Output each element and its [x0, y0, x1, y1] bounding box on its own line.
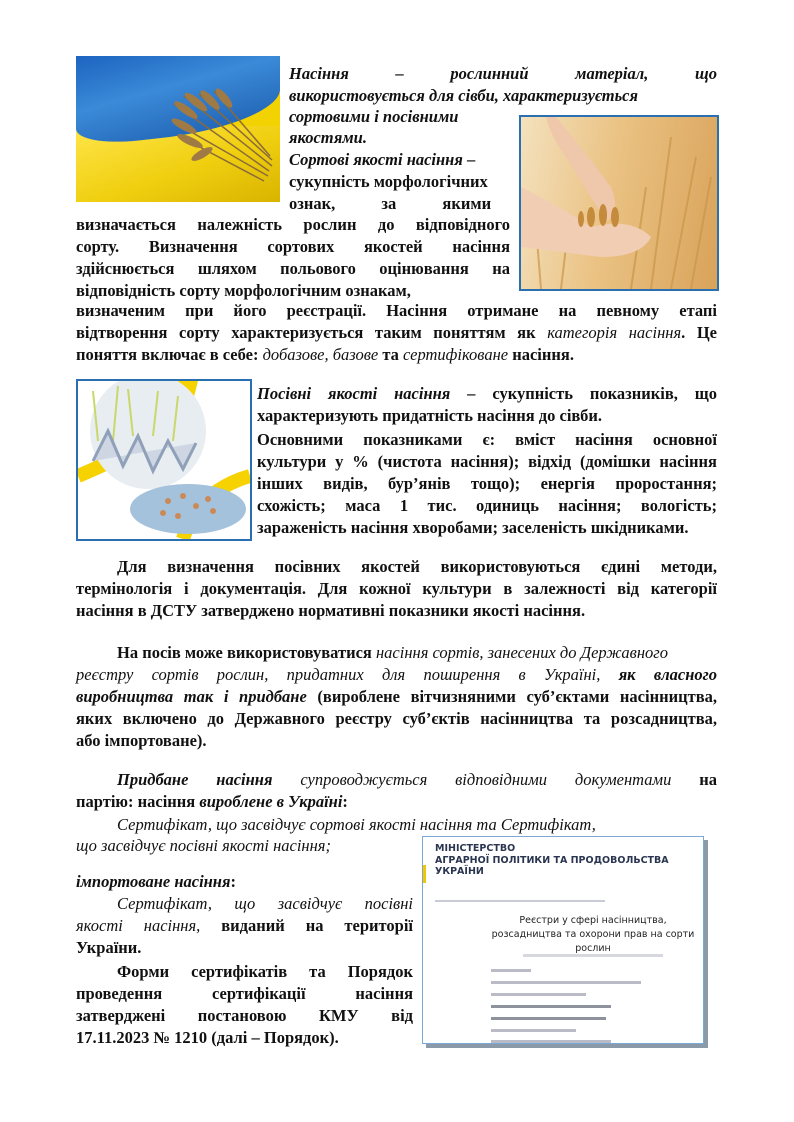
para5-line12: 17.11.2023 № 1210 (далі – Порядок). — [76, 1028, 339, 1047]
para5-line6: Сертифікат, що засвідчує посівні — [117, 894, 413, 913]
para2-line2: характеризують придатність насіння до сівби. — [257, 406, 602, 425]
text: що — [695, 64, 717, 83]
para2-line7: зараженість насіння хворобами; заселеність шкідниками. — [257, 518, 689, 537]
site-list-item — [491, 981, 641, 984]
bold-italic-text: вироблене в Україні — [199, 792, 343, 811]
term-varietal-qualities: Сортові якості насіння — [289, 150, 463, 169]
para5-line3: Сертифікат, що засвідчує сортові якості насіння та Сертифікат, — [117, 815, 596, 834]
text: : — [230, 872, 236, 891]
term-seed-category: категорія насіння — [547, 323, 682, 342]
seed-germination-image — [76, 379, 252, 541]
site-list-item — [491, 1040, 611, 1043]
para5-line10: проведення сертифікації насіння — [76, 984, 413, 1003]
text: На посів може використовуватися — [117, 643, 376, 662]
text: : — [342, 792, 348, 811]
para5-line11: затверджені постановою КМУ від — [76, 1006, 413, 1025]
italic-text: насіння сортів, занесених до Державного — [375, 643, 668, 662]
text: виданий на території — [200, 916, 414, 935]
para3-line3: насіння в ДСТУ затверджено нормативні показники якості насіння. — [76, 601, 586, 620]
para1-line9: сорту. Визначення сортових якостей насіння — [76, 237, 510, 256]
para4-line1 — [117, 643, 668, 663]
para4-line2 — [76, 665, 717, 685]
text: на — [671, 770, 717, 789]
para1-line12: визначеним при його реєстрації. Насіння отримане на певному етапі — [76, 301, 717, 320]
para1-line14 — [76, 345, 574, 365]
italic-text: реєстру сортів рослин, придатних для поширення в Україні, — [76, 665, 619, 684]
para1-line8: визначається належність рослин до відповідного — [76, 215, 510, 234]
para4-line5: або імпортоване). — [76, 731, 207, 750]
para5-line4: що засвідчує посівні якості насіння; — [76, 836, 331, 855]
para5-line2 — [76, 792, 348, 812]
germination-test-icon — [78, 381, 250, 539]
para1-line3: сортовими і посівними — [289, 107, 459, 126]
para1-line2: використовується для сівби, характеризується — [289, 86, 639, 105]
registry-heading: Реєстри у сфері насінництва, розсадництва та охорони прав на сорти рослин — [491, 915, 695, 954]
para2-line1 — [257, 384, 717, 404]
bold-italic-text: виробництва так і придбане — [76, 687, 307, 706]
hands-wheat-image — [519, 115, 719, 291]
site-date-line — [523, 954, 663, 957]
term-prebasic-basic: добазове, базове — [262, 345, 379, 364]
para1-line1 — [289, 64, 717, 84]
text: та — [378, 345, 404, 364]
para1-line10: здійснюється шляхом польового оцінювання на — [76, 259, 510, 278]
para5-line5 — [76, 872, 236, 892]
para2-line5: інших видів, бур’янів тощо); енергія проростання; — [257, 474, 717, 493]
para1-line7: ознак, за якими — [289, 194, 492, 213]
para5-line7 — [76, 916, 413, 936]
site-list-item — [491, 1017, 606, 1020]
term-imported-seed: імпортоване насіння — [76, 872, 231, 891]
bold-italic-text: як власного — [618, 665, 717, 684]
para2-line4: культури у % (чистота насіння); відхід (домішки насіння — [257, 452, 717, 471]
italic-text: супроводжується відповідними документами — [272, 770, 672, 789]
term-purchased-seed: Придбане насіння — [117, 770, 273, 789]
text: – — [462, 150, 476, 169]
site-list-item — [491, 1005, 611, 1008]
ministry-website-screenshot — [422, 836, 704, 1044]
para1-line11: відповідність сорту морфологічним ознакам, — [76, 281, 411, 300]
text: . Це — [681, 323, 717, 342]
term-sowing-qualities: Посівні якості насіння — [257, 384, 451, 403]
para1-line4: якостями. — [289, 128, 367, 147]
site-list-item — [491, 993, 586, 996]
site-list-item — [491, 969, 531, 972]
para1-line13 — [76, 323, 717, 343]
para1-line5 — [289, 150, 475, 170]
para4-line4: яких включено до Державного реєстру суб’єктів насінництва та розсадництва, — [76, 709, 717, 728]
text: поняття включає в себе: — [76, 345, 263, 364]
para5-line1 — [117, 770, 717, 790]
para3-line2: термінологія і документація. Для кожної культури в залежності від категорії — [76, 579, 717, 598]
term-seed: Насіння — [289, 64, 349, 83]
para4-line3 — [76, 687, 717, 707]
text: – сукупність показників, що — [450, 384, 717, 403]
ministry-title: МІНІСТЕРСТВО АГРАРНОЇ ПОЛІТИКИ ТА ПРОДОВОЛЬСТВА УКРАЇНИ — [435, 843, 669, 877]
para5-line9: Форми сертифікатів та Порядок — [117, 962, 413, 981]
site-breadcrumb — [435, 900, 605, 902]
flag-wheat-image — [76, 56, 280, 202]
term-certified: сертифіковане — [403, 345, 509, 364]
para1-line6: сукупність морфологічних — [289, 172, 488, 191]
para2-line3: Основними показниками є: вміст насіння основної — [257, 430, 717, 449]
hands-grain-icon — [521, 117, 717, 289]
text: партію: насіння — [76, 792, 200, 811]
text: відтворення сорту характеризується таким поняттям як — [76, 323, 548, 342]
para3-line1: Для визначення посівних якостей використовуються єдині методи, — [117, 557, 717, 576]
site-list-item — [491, 1029, 576, 1032]
wheat-ears-icon — [164, 86, 274, 186]
italic-text: якості насіння, — [76, 916, 201, 935]
text: – рослинний матеріал, — [348, 64, 649, 83]
site-accent-bar — [423, 865, 426, 883]
para5-line8: України. — [76, 938, 142, 957]
text: (вироблене вітчизняними суб’єктами насінництва, — [306, 687, 717, 706]
para2-line6: схожість; маса 1 тис. одиниць насіння; вологість; — [257, 496, 717, 515]
text: насіння. — [508, 345, 574, 364]
